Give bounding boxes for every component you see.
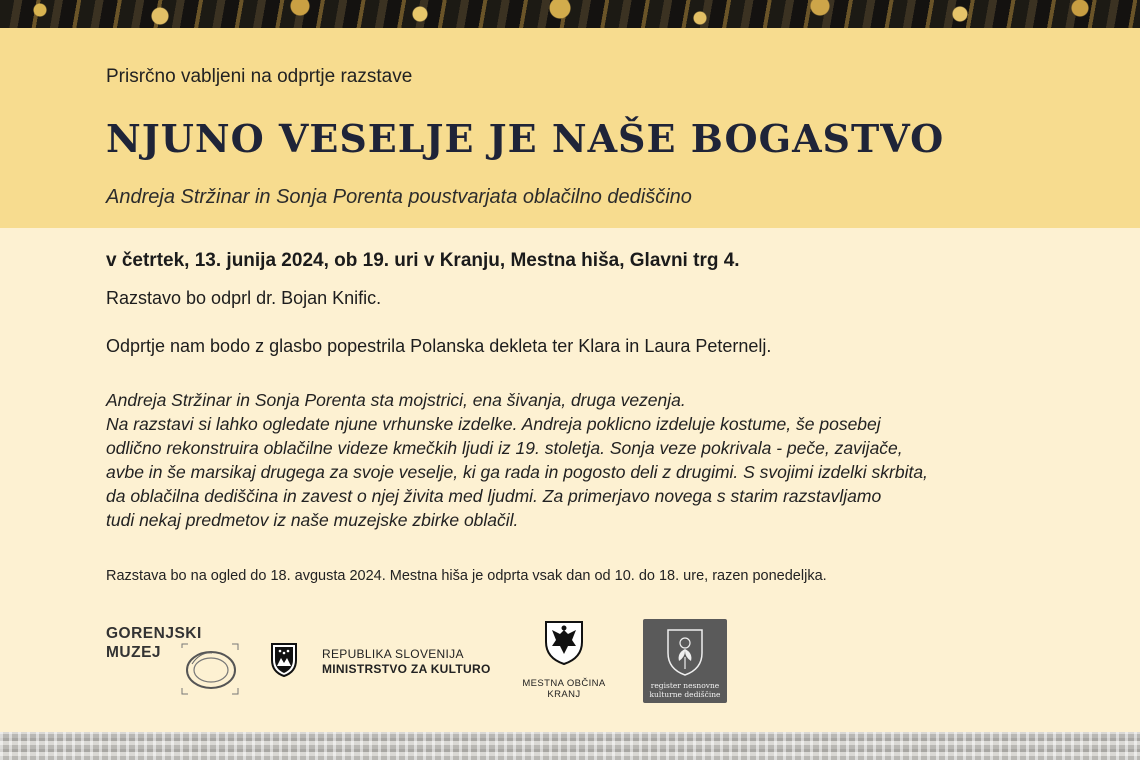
event-date-location: v četrtek, 13. junija 2024, ob 19. uri v Kranju, Mestna hiša, Glavni trg 4.	[106, 250, 740, 271]
kranj-label: KRANJ	[547, 689, 581, 700]
register-emblem-icon	[665, 627, 705, 677]
description-line: odlično rekonstruira oblačilne videze kmečkih ljudi iz 19. stoletja. Sonja veze pokrivala - peče, zavijače,	[106, 438, 903, 458]
opening-hours-notice: Razstava bo na ogled do 18. avgusta 2024. Mestna hiša je odprta vsak dan od 10. do 18. ure, razen ponedeljka.	[106, 568, 827, 584]
event-music: Odprtje nam bodo z glasbo popestrila Polanska dekleta ter Klara in Laura Peternelj.	[106, 336, 772, 356]
description-line: Na razstavi si lahko ogledate njune vrhunske izdelke. Andreja poklicno izdeluje kostume, še posebej	[106, 414, 881, 434]
bottom-decorative-photo	[0, 732, 1140, 760]
register-nesnovne-dediscine-logo	[643, 619, 727, 703]
gorenjski-label: GORENJSKI	[106, 625, 202, 642]
register-label	[643, 681, 727, 699]
ministrstvo-za-kulturo-logo	[270, 642, 500, 682]
ministrstvo-label: MINISTRSTVO ZA KULTURO	[322, 662, 491, 676]
slovenia-coat-of-arms-icon	[270, 642, 298, 678]
kranj-eagle-crest-icon	[542, 620, 586, 666]
event-opener: Razstavo bo odprl dr. Bojan Knific.	[106, 288, 382, 308]
mestna-obcina-label: MESTNA OBČINA	[522, 678, 606, 689]
register-line-1: register nesnovne	[650, 681, 720, 690]
description-line: da oblačilna dediščina in zavest o njej živita med ljudmi. Za primerjavo novega s starim razstavljamo	[106, 486, 882, 506]
description-line: Andreja Stržinar in Sonja Porenta sta mojstrici, ena šivanja, druga vezenja.	[106, 390, 686, 410]
mestna-obcina-kranj-logo	[512, 620, 616, 706]
top-decorative-photo	[0, 0, 1140, 28]
republika-slovenija-label: REPUBLIKA SLOVENIJA	[322, 647, 464, 661]
exhibition-title: NJUNO VESELJE JE NAŠE BOGASTVO	[106, 116, 945, 161]
ring-icon	[178, 642, 242, 696]
description-line: avbe in še marsikaj drugega za svoje veselje, ki ga rada in pogosto deli z drugimi. S svojimi izdelki skrbita,	[106, 462, 928, 482]
description-line: tudi nekaj predmetov iz naše muzejske zbirke oblačil.	[106, 510, 519, 530]
register-line-2: kulturne dediščine	[649, 690, 721, 699]
exhibition-subtitle: Andreja Stržinar in Sonja Porenta poustvarjata oblačilno dediščino	[106, 186, 692, 208]
muzej-label: MUZEJ	[106, 644, 162, 661]
gorenjski-muzej-logo	[106, 624, 246, 698]
exhibition-description	[106, 388, 1066, 532]
invitation-line: Prisrčno vabljeni na odprtje razstave	[106, 66, 413, 87]
